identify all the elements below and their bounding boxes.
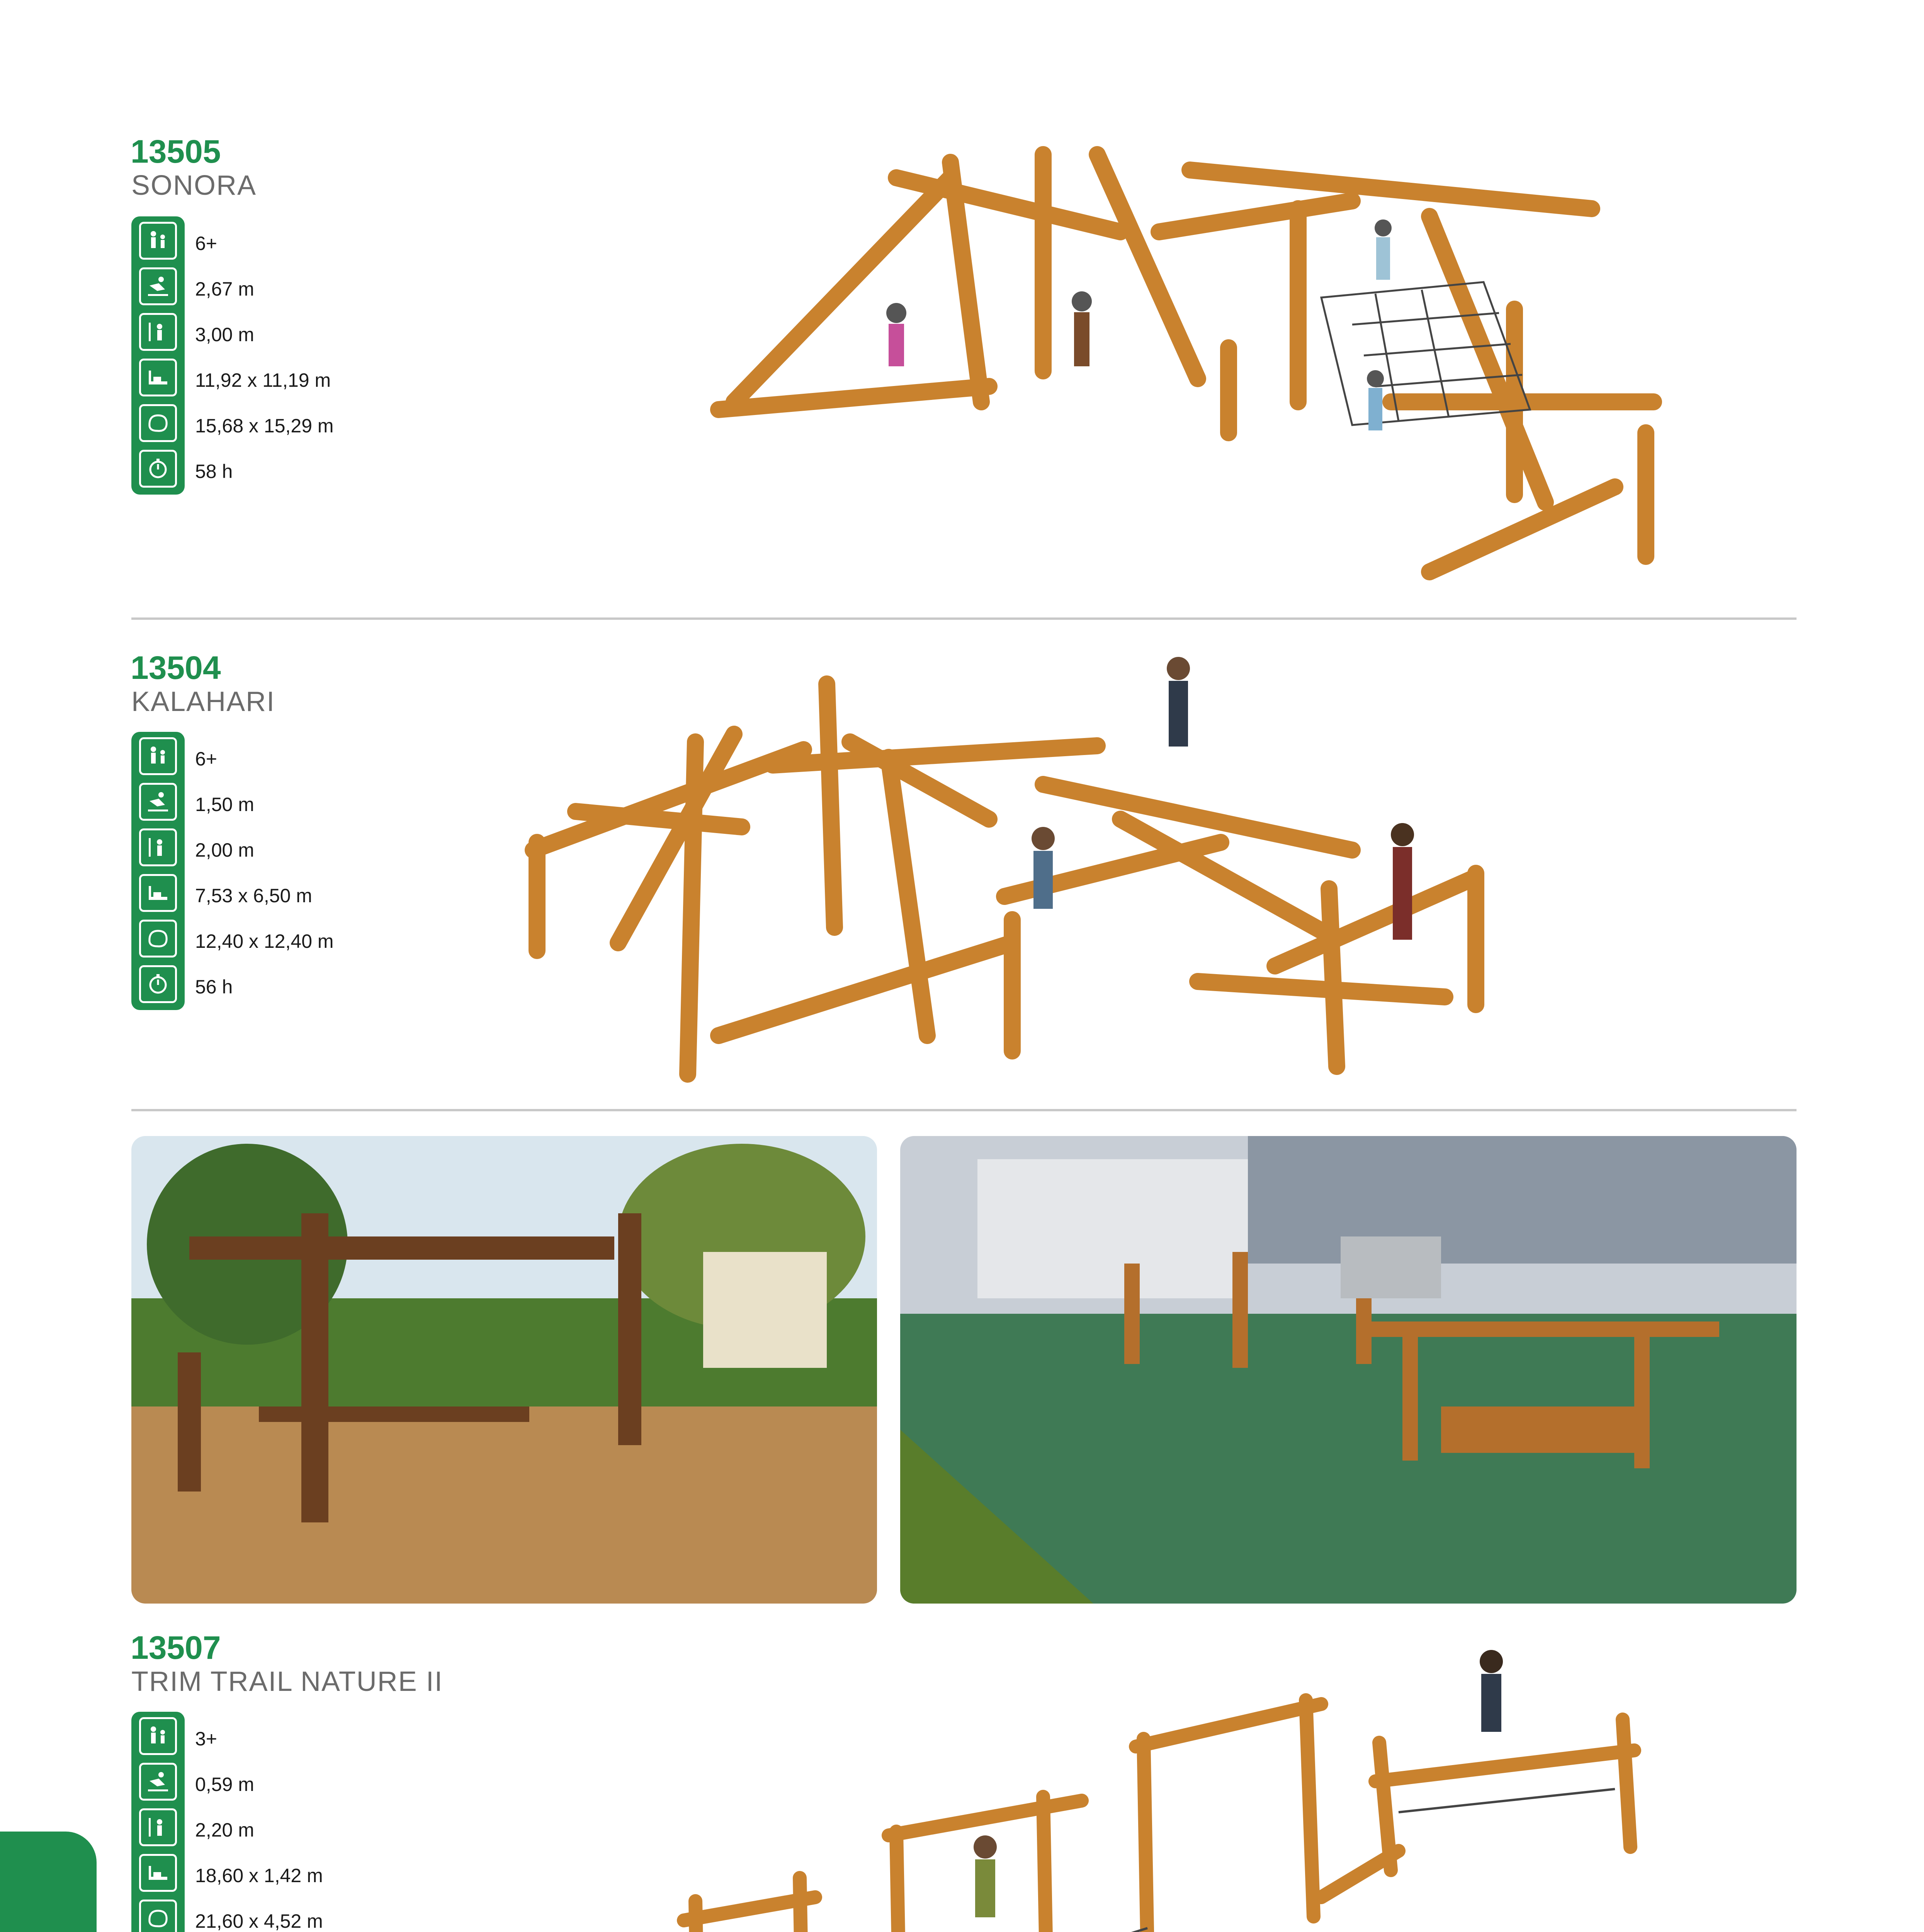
product-name: KALAHARI <box>131 686 275 717</box>
spec-fall-height: 0,59 m <box>195 1774 254 1795</box>
product-height-icon <box>139 313 177 351</box>
spec-age: 6+ <box>195 748 218 770</box>
product-height-icon <box>139 828 177 866</box>
safety-area-icon <box>139 404 177 442</box>
product-name: SONORA <box>131 170 257 201</box>
spec-age: 3+ <box>195 1728 218 1750</box>
dimensions-icon <box>139 359 177 396</box>
fall-height-icon <box>139 783 177 821</box>
fall-height-icon <box>139 267 177 305</box>
installation-time-icon <box>139 450 177 488</box>
product-render-sonora <box>695 131 1700 607</box>
product-code: 13507 <box>131 1629 221 1666</box>
photo-park-installation <box>131 1136 877 1604</box>
dimensions-icon <box>139 874 177 912</box>
photo-urban-installation <box>900 1136 1797 1604</box>
dimensions-icon <box>139 1854 177 1892</box>
spec-icon-bar <box>131 216 185 495</box>
section-divider <box>131 1109 1797 1111</box>
spec-safety-area: 21,60 x 4,52 m <box>195 1910 323 1932</box>
product-code: 13505 <box>131 133 221 170</box>
spec-fall-height: 1,50 m <box>195 794 254 815</box>
age-group-icon <box>139 222 177 260</box>
section-sidebar <box>0 1832 97 1932</box>
product-name: TRIM TRAIL NATURE II <box>131 1666 443 1697</box>
section-divider <box>131 617 1797 620</box>
spec-icon-bar <box>131 732 185 1010</box>
spec-fall-height: 2,67 m <box>195 278 254 300</box>
fall-height-icon <box>139 1763 177 1801</box>
age-group-icon <box>139 737 177 775</box>
safety-area-icon <box>139 1900 177 1932</box>
spec-product-height: 2,20 m <box>195 1819 254 1841</box>
product-render-kalahari <box>502 649 1545 1094</box>
spec-age: 6+ <box>195 233 218 254</box>
age-group-icon <box>139 1717 177 1755</box>
spec-installation-time: 58 h <box>195 461 233 482</box>
spec-dimensions: 18,60 x 1,42 m <box>195 1865 323 1886</box>
product-code: 13504 <box>131 650 221 686</box>
spec-safety-area: 15,68 x 15,29 m <box>195 415 334 437</box>
installation-time-icon <box>139 965 177 1003</box>
spec-product-height: 2,00 m <box>195 839 254 861</box>
spec-dimensions: 11,92 x 11,19 m <box>195 369 331 391</box>
product-height-icon <box>139 1808 177 1846</box>
spec-safety-area: 12,40 x 12,40 m <box>195 930 334 952</box>
spec-icon-bar <box>131 1712 185 1932</box>
safety-area-icon <box>139 920 177 957</box>
product-render-trim-trail <box>240 1650 1669 1932</box>
spec-dimensions: 7,53 x 6,50 m <box>195 885 312 906</box>
spec-installation-time: 56 h <box>195 976 233 998</box>
spec-product-height: 3,00 m <box>195 324 254 345</box>
